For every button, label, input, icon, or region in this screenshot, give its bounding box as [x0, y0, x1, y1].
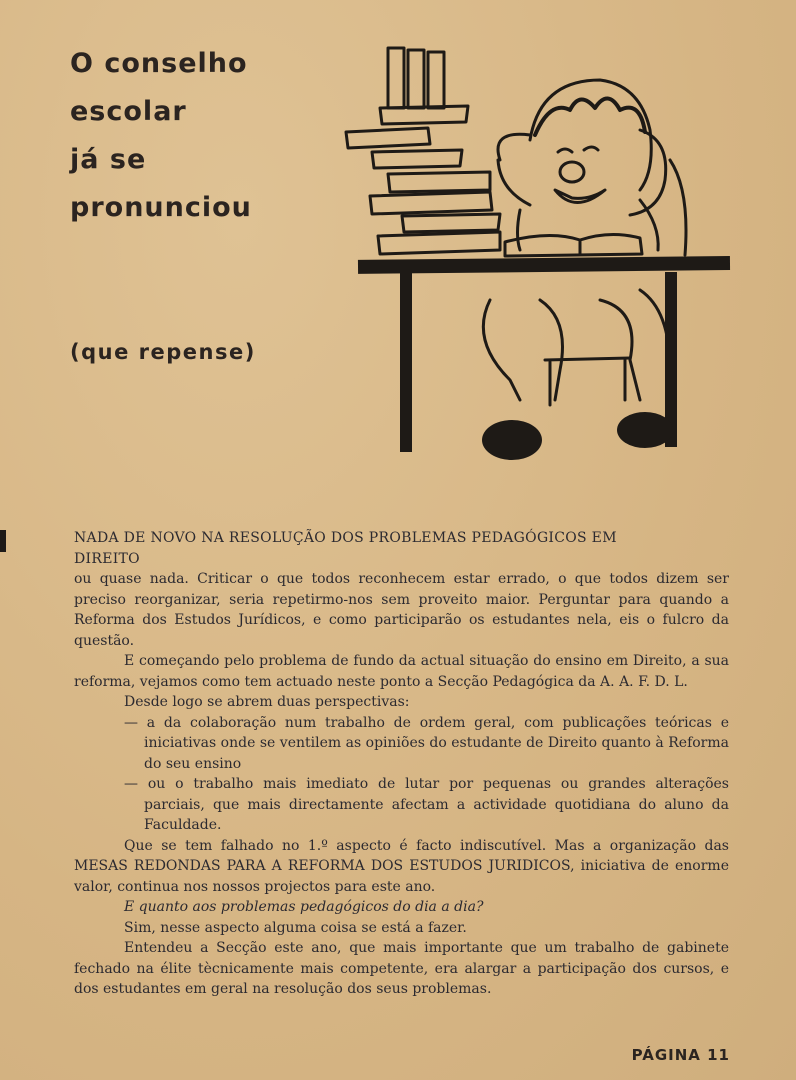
- edge-mark: [0, 530, 6, 552]
- paragraph: Entendeu a Secção este ano, que mais importante que um trabalho de gabinete fechado na élite tècnicamente mais competente, era alargar a participação dos cursos, e dos estudantes em geral na resolução dos seus problemas.: [74, 940, 729, 997]
- question-paragraph: E quanto aos problemas pedagógicos do dia a dia?: [124, 899, 484, 915]
- list-item: — ou o trabalho mais imediato de lutar por pequenas ou grandes alterações parciais, que mais directamente afectam a actividade quotidiana do aluno da Faculdade.: [124, 776, 729, 833]
- paragraph: ou quase nada. Criticar o que todos reconhecem estar errado, o que todos dizem ser preciso reorganizar, seria repetirmo-nos sem proveito maior. Perguntar para quando a Reforma dos Estudos Jurídicos, e como participarão os estudantes nela, eis o fulcro da questão.: [74, 571, 729, 649]
- paragraph: Desde logo se abrem duas perspectivas:: [124, 694, 410, 710]
- page-title: [70, 40, 252, 232]
- title-line: pronunciou: [70, 192, 252, 223]
- paragraph: Que se tem falhado no 1.º aspecto é facto indiscutível. Mas a organização das MESAS REDONDAS PARA A REFORMA DOS ESTUDOS JURIDICOS, iniciativa de enorme valor, continua nos nossos projectos para este ano.: [74, 837, 729, 895]
- paragraph: Sim, nesse aspecto alguma coisa se está a fazer.: [124, 919, 467, 936]
- article-heading-cont: DIREITO: [74, 550, 140, 567]
- article-heading: NADA DE NOVO NA RESOLUÇÃO DOS PROBLEMAS PEDAGÓGICOS EM: [74, 530, 617, 546]
- paragraph: E começando pelo problema de fundo da actual situação do ensino em Direito, a sua reforma, vejamos como tem actuado neste ponto a Secção Pedagógica da A. A. F. D. L.: [74, 653, 729, 690]
- article-body: [74, 528, 729, 1000]
- title-line: já se: [70, 144, 147, 175]
- title-line: escolar: [70, 96, 187, 127]
- title-line: O conselho: [70, 48, 248, 79]
- student-at-desk-illustration: [340, 40, 735, 470]
- list-item: — a da colaboração num trabalho de ordem geral, com publicações teóricas e iniciativas onde se ventilem as opiniões do estudante de Direito quanto à Reforma do seu ensino: [124, 714, 729, 772]
- subtitle: (que repense): [70, 340, 256, 364]
- page-number: PÁGINA 11: [631, 1046, 730, 1064]
